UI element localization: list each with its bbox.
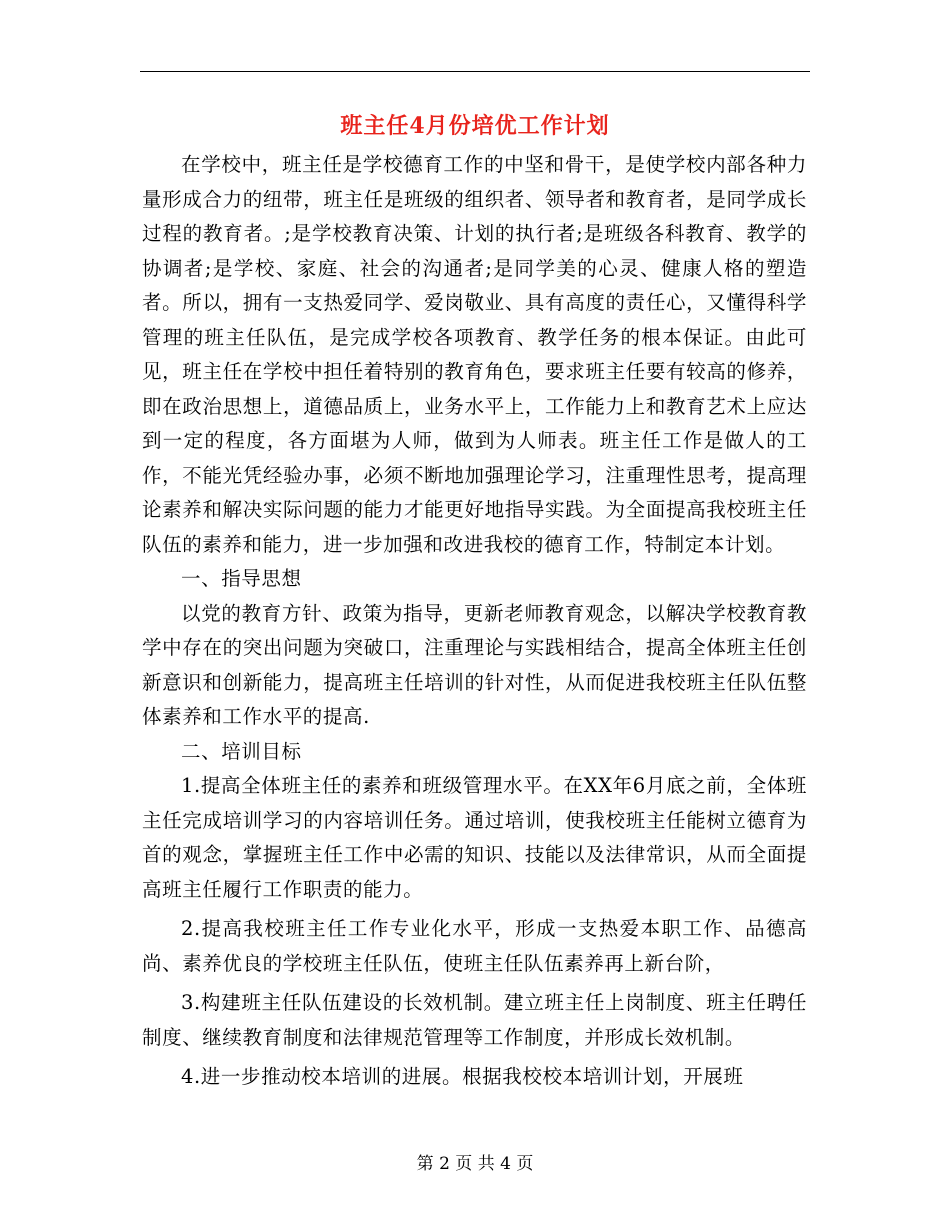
guiding-idea-paragraph: 以党的教育方针、政策为指导，更新老师教育观念，以解决学校教育教学中存在的突出问题为突破口，注重理论与实践相结合，提高全体班主任创新意识和创新能力，提高班主任培训的针对性，从而促进我校班主任队伍整体素养和工作水平的提高. xyxy=(142,601,807,728)
header-rule xyxy=(140,71,810,72)
goal-item-2: 2.提高我校班主任工作专业化水平，形成一支热爱本职工作、品德高尚、素养优良的学校班主任队伍，使班主任队伍素养再上新台阶， xyxy=(142,917,807,975)
goal-item-3: 3.构建班主任队伍建设的长效机制。建立班主任上岗制度、班主任聘任制度、继续教育制度和法律规范管理等工作制度，并形成长效机制。 xyxy=(142,991,807,1049)
section-heading-training-goals: 二、培训目标 xyxy=(181,739,302,763)
document-body xyxy=(142,148,807,1095)
section-heading-guiding-idea: 一、指导思想 xyxy=(181,567,302,590)
intro-paragraph: 在学校中，班主任是学校德育工作的中坚和骨干，是使学校内部各种力量形成合力的纽带，班主任是班级的组织者、领导者和教育者，是同学成长过程的教育者。;是学校教育决策、计划的执行者;是班级各科教育、教学的协调者;是学校、家庭、社会的沟通者;是同学美的心灵、健康人格的塑造者。所以，拥有一支热爱同学、爱岗敬业、具有高度的责任心，又懂得科学管理的班主任队伍，是完成学校各项教育、教学任务的根本保证。由此可见，班主任在学校中担任着特别的教育角色，要求班主任要有较高的修养，即在政治思想上，道德品质上，业务水平上，工作能力上和教育艺术上应达到一定的程度，各方面堪为人师，做到为人师表。班主任工作是做人的工作，不能光凭经验办事，必须不断地加强理论学习，注重理性思考，提高理论素养和解决实际问题的能力才能更好地指导实践。为全面提高我校班主任队伍的素养和能力，进一步加强和改进我校的德育工作，特制定本计划。 xyxy=(142,153,807,556)
goal-item-1: 1.提高全体班主任的素养和班级管理水平。在XX年6月底之前，全体班主任完成培训学习的内容培训任务。通过培训，使我校班主任能树立德育为首的观念，掌握班主任工作中必需的知识、技能以及法律常识，从而全面提高班主任履行工作职责的能力。 xyxy=(142,774,807,901)
page-number-footer: 第 2 页 共 4 页 xyxy=(416,1154,534,1174)
document-title: 班主任4月份培优工作计划 xyxy=(340,113,610,139)
goal-item-4: 4.进一步推动校本培训的进展。根据我校校本培训计划，开展班 xyxy=(181,1065,744,1088)
